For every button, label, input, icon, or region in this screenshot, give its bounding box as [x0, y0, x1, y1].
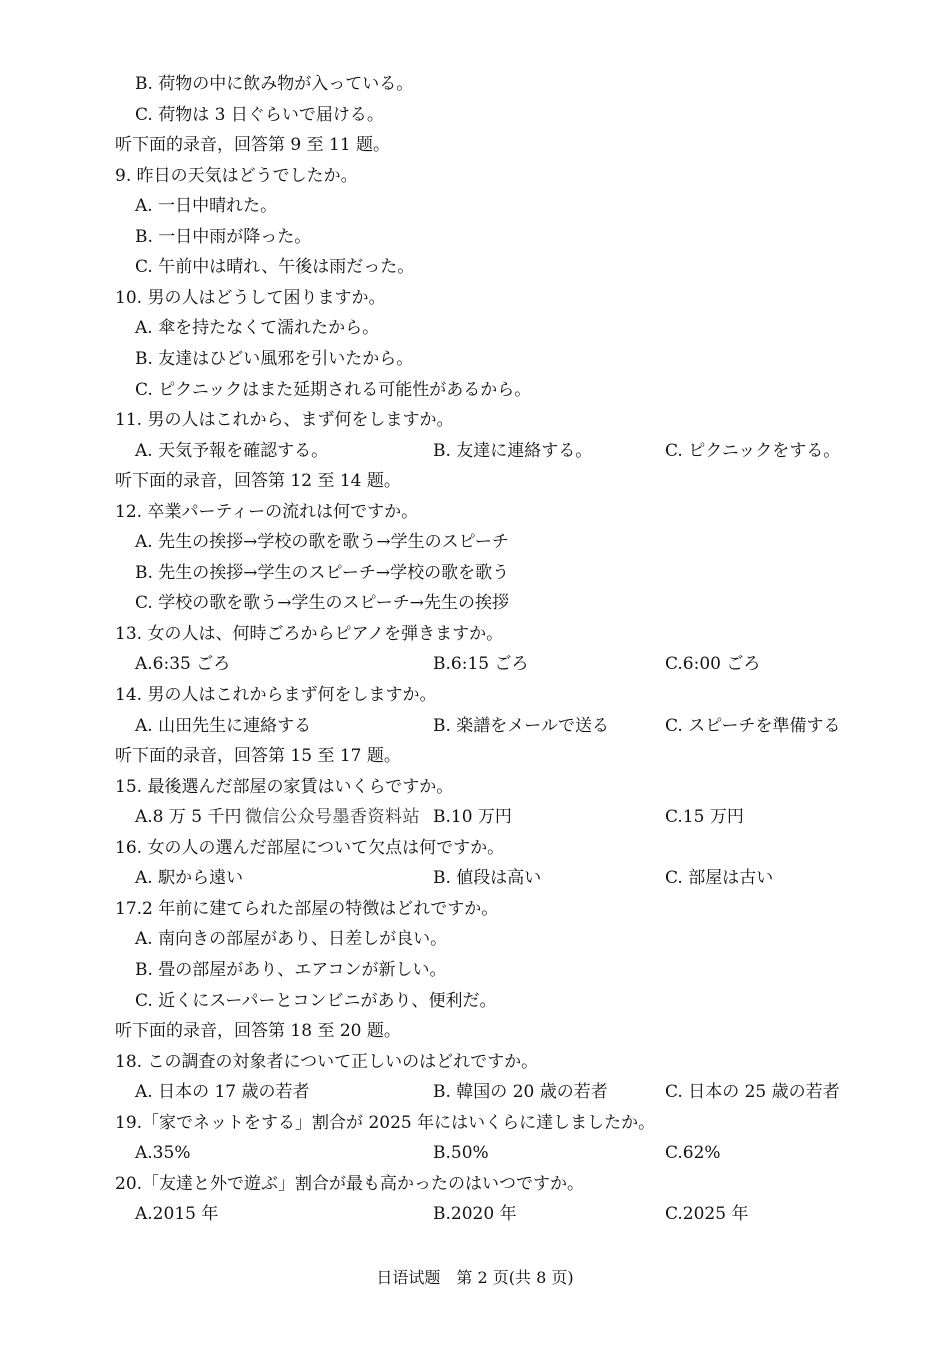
- option-line: [0, 529, 950, 555]
- option-b: B. 友達に連絡する。: [433, 440, 593, 461]
- option-line: [0, 315, 950, 341]
- option-line: [0, 346, 950, 372]
- question-text: 听下面的录音，回答第 18 至 20 题。: [115, 1021, 401, 1042]
- option-a: A. 駅から遠い: [135, 868, 244, 889]
- question-line: [0, 1049, 950, 1075]
- option-a: A. 南向きの部屋があり、日差しが良い。: [135, 929, 448, 950]
- option-line: [0, 865, 950, 891]
- option-a: B. 友達はひどい風邪を引いたから。: [135, 348, 414, 369]
- option-a: A.8 万 5 千円: [135, 807, 242, 828]
- option-line: [0, 1140, 950, 1166]
- option-line: [0, 1201, 950, 1227]
- option-b: B. 韓国の 20 歳の若者: [433, 1082, 608, 1103]
- question-text: 15. 最後選んだ部屋の家賃はいくらですか。: [115, 776, 454, 797]
- question-text: 14. 男の人はこれからまず何をしますか。: [115, 685, 437, 705]
- question-line: [0, 1171, 950, 1197]
- question-text: 9. 昨日の天気はどうでしたか。: [115, 165, 358, 186]
- option-a: C. 荷物は 3 日ぐらいで届ける。: [135, 104, 384, 125]
- question-text: 听下面的录音，回答第 12 至 14 题。: [115, 471, 401, 492]
- question-line: [0, 407, 950, 433]
- option-c: C.2025 年: [665, 1204, 749, 1225]
- question-text: 听下面的录音，回答第 9 至 11 题。: [115, 135, 391, 156]
- question-line: [0, 132, 950, 158]
- question-line: [0, 621, 950, 647]
- option-c: C.62%: [665, 1143, 721, 1164]
- option-a: C. 学校の歌を歌う→学生のスピーチ→先生の挨拶: [135, 593, 510, 614]
- option-c: C. ピクニックをする。: [665, 440, 841, 461]
- option-c: C.15 万円: [665, 807, 744, 828]
- option-line: [0, 957, 950, 983]
- option-line: [0, 254, 950, 280]
- question-line: [0, 774, 950, 800]
- option-a: B. 畳の部屋があり、エアコンが新しい。: [135, 959, 447, 980]
- option-c: C. 日本の 25 歳の若者: [665, 1082, 840, 1103]
- option-a: A.6:35 ごろ: [135, 654, 231, 675]
- option-line: [0, 713, 950, 739]
- option-line: [0, 71, 950, 97]
- option-a: A. 先生の挨拶→学校の歌を歌う→学生のスピーチ: [135, 532, 509, 553]
- option-a: A. 傘を持たなくて濡れたから。: [135, 318, 380, 339]
- option-a: A.35%: [135, 1143, 191, 1164]
- option-line: [0, 377, 950, 403]
- option-line: [0, 1079, 950, 1105]
- option-line: [0, 224, 950, 250]
- question-line: [0, 1110, 950, 1136]
- option-b: B.10 万円: [433, 807, 512, 828]
- question-line: [0, 682, 950, 708]
- option-b: B. 値段は高い: [433, 868, 542, 889]
- question-line: [0, 835, 950, 861]
- option-a: A. 天気予報を確認する。: [135, 440, 329, 461]
- option-a: B. 一日中雨が降った。: [135, 226, 312, 247]
- option-line: [0, 590, 950, 616]
- option-a: A. 山田先生に連絡する: [135, 715, 312, 736]
- option-b: B.6:15 ごろ: [433, 654, 529, 675]
- option-line: [0, 193, 950, 219]
- question-text: 听下面的录音，回答第 15 至 17 题。: [115, 746, 401, 767]
- question-text: 20.「友達と外で遊ぶ」割合が最も高かったのはいつですか。: [115, 1173, 585, 1194]
- option-line: [0, 804, 950, 830]
- option-line: [0, 102, 950, 128]
- question-line: [0, 499, 950, 525]
- question-text: 18. この調査の対象者について正しいのはどれですか。: [115, 1051, 539, 1072]
- question-text: 12. 卒業パーティーの流れは何ですか。: [115, 501, 419, 522]
- watermark-text: 微信公众号墨香资料站: [245, 807, 420, 828]
- question-text: 10. 男の人はどうして困りますか。: [115, 287, 386, 308]
- option-a: C. 午前中は晴れ、午後は雨だった。: [135, 257, 415, 278]
- option-line: [0, 988, 950, 1014]
- question-line: [0, 1018, 950, 1044]
- option-b: B.50%: [433, 1143, 489, 1164]
- option-a: B. 先生の挨拶→学生のスピーチ→学校の歌を歌う: [135, 562, 510, 583]
- question-line: [0, 285, 950, 311]
- option-c: C. 部屋は古い: [665, 868, 774, 889]
- option-c: C. スピーチを準備する: [665, 715, 841, 736]
- option-a: A.2015 年: [135, 1204, 219, 1225]
- page-footer: 日语试题 第 2 页(共 8 页): [376, 1268, 574, 1287]
- option-a: A. 日本の 17 歳の若者: [135, 1082, 310, 1103]
- question-text: 16. 女の人の選んだ部屋について欠点は何ですか。: [115, 837, 505, 858]
- option-b: B. 楽譜をメールで送る: [433, 715, 609, 736]
- question-text: 11. 男の人はこれから、まず何をしますか。: [115, 410, 454, 431]
- option-line: [0, 926, 950, 952]
- question-line: [0, 743, 950, 769]
- option-a: C. 近くにスーパーとコンビニがあり、便利だ。: [135, 990, 497, 1011]
- question-line: [0, 468, 950, 494]
- question-line: [0, 163, 950, 189]
- option-c: C.6:00 ごろ: [665, 654, 761, 675]
- option-line: [0, 438, 950, 464]
- option-a: C. ピクニックはまた延期される可能性があるから。: [135, 379, 532, 400]
- question-text: 17.2 年前に建てられた部屋の特徴はどれですか。: [115, 898, 499, 919]
- question-text: 13. 女の人は、何時ごろからピアノを弾きますか。: [115, 623, 504, 644]
- question-text: 19.「家でネットをする」割合が 2025 年にはいくらに達しましたか。: [115, 1112, 656, 1133]
- option-line: [0, 560, 950, 586]
- option-a: B. 荷物の中に飲み物が入っている。: [135, 74, 414, 94]
- option-a: A. 一日中晴れた。: [135, 196, 278, 217]
- option-line: [0, 651, 950, 677]
- option-b: B.2020 年: [433, 1204, 517, 1225]
- question-line: [0, 896, 950, 922]
